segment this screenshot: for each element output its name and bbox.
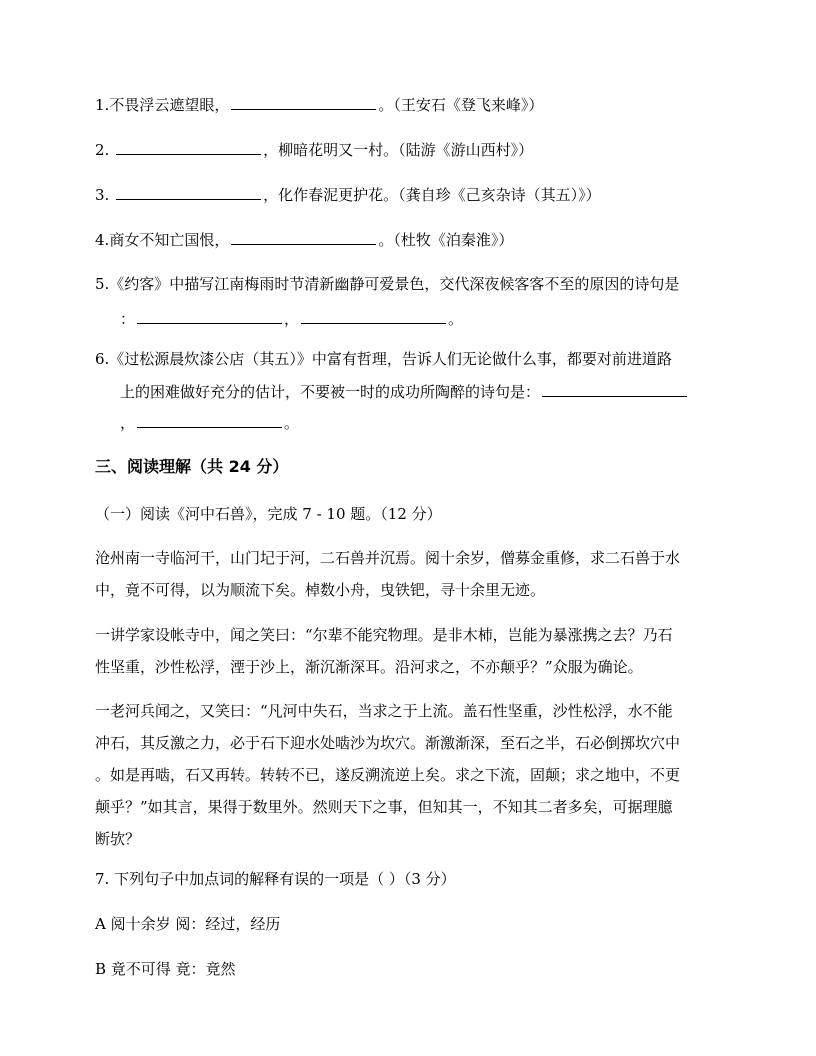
answer-blank[interactable] <box>231 94 376 110</box>
question-text: ，化作春泥更护花。（龚自珍《己亥杂诗（其五）》） <box>263 186 601 204</box>
punctuation: 。 <box>284 414 300 432</box>
answer-blank[interactable] <box>542 381 687 397</box>
question-number: 2. <box>95 141 110 159</box>
question-text: ，柳暗花明又一村。（陆游《游山西村》） <box>263 141 534 159</box>
section-heading: 三、阅读理解（共 24 分） <box>95 457 289 476</box>
question-4 <box>95 229 725 250</box>
subsection-heading: （一）阅读《河中石兽》，完成 7 - 10 题。（12 分） <box>95 505 442 523</box>
question-5-line-1: 5.《约客》中描写江南梅雨时节清新幽静可爱景色，交代深夜候客客不至的原因的诗句是 <box>95 275 680 293</box>
passage-paragraph-1 <box>95 542 725 606</box>
question-text: 不畏浮云遮望眼， <box>109 96 230 114</box>
answer-blank[interactable] <box>116 139 261 155</box>
question-6-line-3 <box>120 412 750 433</box>
passage-line: 颠乎？”如其言，果得于数里外。然则天下之事，但知其一，不知其二者多矣，可据理臆 <box>95 798 673 816</box>
question-number: 4. <box>95 231 110 249</box>
question-2 <box>95 139 725 160</box>
question-text: 。（王安石《登飞来峰》） <box>378 96 544 114</box>
passage-line: 。如是再啮，石又再转。转转不已，遂反溯流逆上矣。求之下流，固颠；求之地中，不更 <box>95 766 681 784</box>
answer-blank[interactable] <box>137 308 282 324</box>
option-b[interactable]: B 竟不可得 竟：竟然 <box>95 960 236 978</box>
punctuation: ： <box>120 310 136 328</box>
question-6-line-2 <box>120 381 750 402</box>
question-text: 商女不知亡国恨， <box>109 231 230 249</box>
question-6-line-1: 6.《过松源晨炊漆公店（其五）》中富有哲理，告诉人们无论做什么事，都要对前进道路 <box>95 350 672 368</box>
question-number: 1. <box>95 96 110 114</box>
passage-paragraph-2 <box>95 619 725 683</box>
passage-line: 性坚重，沙性松浮，湮于沙上，渐沉渐深耳。沿河求之，不亦颠乎？”众服为确论。 <box>95 658 643 676</box>
answer-blank[interactable] <box>231 229 376 245</box>
punctuation: 。 <box>448 310 464 328</box>
passage-line: 断欤？ <box>95 830 141 848</box>
passage-line: 冲石，其反激之力，必于石下迎水处啮沙为坎穴。渐激渐深，至石之半，石必倒掷坎穴中 <box>95 734 681 752</box>
passage-line: 一讲学家设帐寺中，闻之笑曰：“尔辈不能究物理。是非木杮，岂能为暴涨携之去？乃石 <box>95 626 673 644</box>
question-text: 上的困难做好充分的估计，不要被一时的成功所陶醉的诗句是： <box>120 383 541 401</box>
question-text: 。（杜牧《泊秦淮》） <box>378 231 514 249</box>
question-5-line-2 <box>120 308 750 329</box>
punctuation: ， <box>284 310 300 328</box>
answer-blank[interactable] <box>301 308 446 324</box>
passage-line: 中，竟不可得，以为顺流下矣。棹数小舟，曳铁钯，寻十余里无迹。 <box>95 581 546 599</box>
passage-paragraph-3 <box>95 695 725 855</box>
question-3 <box>95 184 725 205</box>
option-a[interactable]: A 阅十余岁 阅：经过，经历 <box>95 915 281 933</box>
passage-line: 沧州南一寺临河干，山门圮于河，二石兽并沉焉。阅十余岁，僧募金重修，求二石兽于水 <box>95 549 681 567</box>
question-7: 7. 下列句子中加点词的解释有误的一项是（ ）（3 分） <box>95 870 456 888</box>
question-number: 3. <box>95 186 110 204</box>
punctuation: ， <box>120 414 136 432</box>
question-1 <box>95 94 725 115</box>
answer-blank[interactable] <box>116 184 261 200</box>
passage-line: 一老河兵闻之，又笑曰：“凡河中失石，当求之于上流。盖石性坚重，沙性松浮，水不能 <box>95 702 673 720</box>
answer-blank[interactable] <box>137 412 282 428</box>
